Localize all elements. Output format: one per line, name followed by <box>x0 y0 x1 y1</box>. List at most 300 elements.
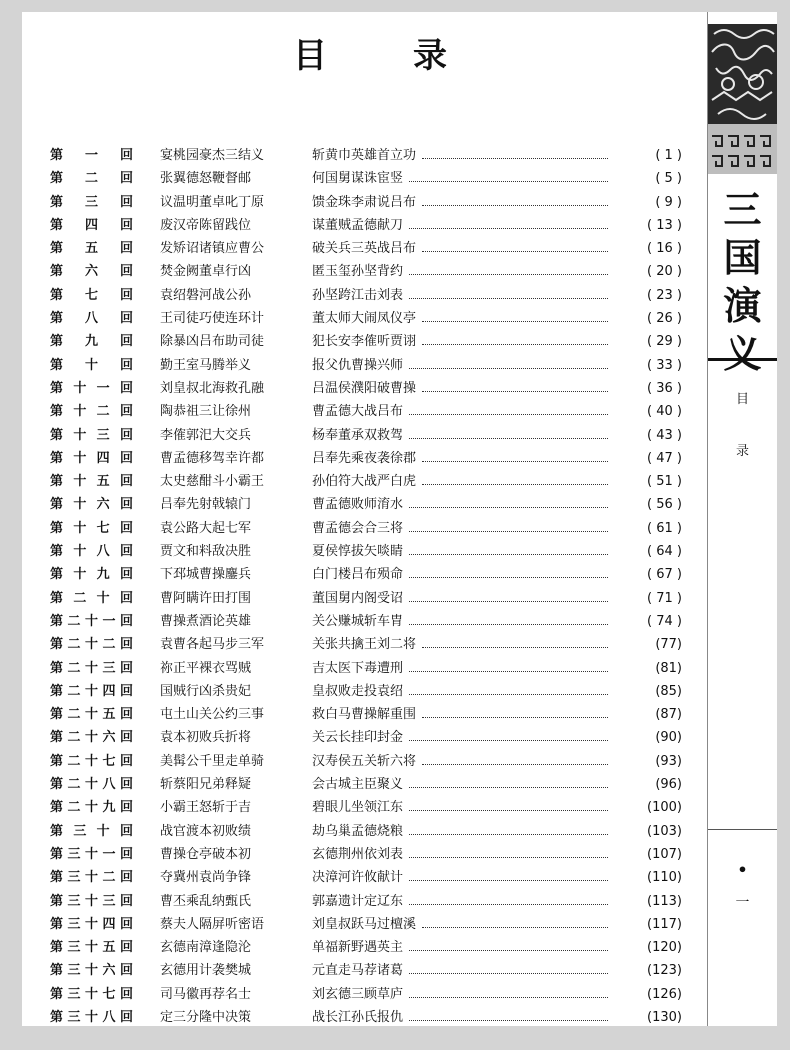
chapter-title-first-line: 玄德用计袭樊城 <box>160 963 252 979</box>
book-title-char: 演 <box>723 283 762 328</box>
chapter-number-char: 十 <box>73 544 87 560</box>
chapter-number-char: 回 <box>120 800 134 816</box>
chapter-number-char: 三 <box>67 870 81 886</box>
chapter-number-char: 二 <box>102 870 116 886</box>
chapter-number-char: 第 <box>50 241 64 257</box>
chapter-number <box>50 612 133 632</box>
chapter-number-char: 第 <box>50 707 64 723</box>
dot-leader <box>422 717 608 718</box>
dot-leader <box>422 391 608 392</box>
chapter-number-char: 十 <box>73 497 87 513</box>
chapter-number-char: 十 <box>85 660 99 676</box>
chapter-number-char: 八 <box>102 1009 116 1025</box>
chapter-number-char: 六 <box>85 264 99 280</box>
chapter-number-char: 五 <box>85 241 99 257</box>
page-ref: (90) <box>655 730 682 746</box>
chapter-number-char: 二 <box>85 171 99 187</box>
chapter-number-char: 回 <box>120 893 134 909</box>
dot-leader <box>409 507 608 508</box>
toc-row <box>50 542 682 565</box>
toc-row <box>50 752 682 775</box>
chapter-title-second-line: 破关兵三英战吕布 <box>312 241 417 257</box>
book-title-char: 义 <box>723 331 762 376</box>
chapter-number-char: 第 <box>50 520 64 536</box>
dot-leader <box>422 764 608 765</box>
dot-leader <box>409 274 608 275</box>
chapter-title-second-line: 救白马曹操解重围 <box>312 707 417 723</box>
chapter-number-char: 十 <box>73 427 87 443</box>
toc-row <box>50 193 682 216</box>
chapter-number-char: 十 <box>85 916 99 932</box>
toc-row <box>50 798 682 821</box>
chapter-number-char: 第 <box>50 404 64 420</box>
chapter-number-char: 二 <box>67 637 81 653</box>
chapter-number-char: 回 <box>120 357 134 373</box>
chapter-number-char: 七 <box>96 520 110 536</box>
chapter-title-first-line: 玄德南漳逢隐沦 <box>160 940 252 956</box>
section-label-char: 录 <box>735 444 749 459</box>
chapter-title-first-line: 发矫诏诸镇应曹公 <box>160 241 265 257</box>
toc-row <box>50 659 682 682</box>
chapter-title-second-line: 郭嘉遗计定辽东 <box>312 893 404 909</box>
toc-row <box>50 332 682 355</box>
chapter-number-char: 回 <box>120 683 134 699</box>
chapter-number-char: 三 <box>67 986 81 1002</box>
chapter-title-first-line: 曹操仓亭破本初 <box>160 846 252 862</box>
chapter-title-second-line: 关云长挂印封金 <box>312 730 404 746</box>
toc-row <box>50 309 682 332</box>
dot-leader <box>409 554 608 555</box>
chapter-number-char: 回 <box>120 241 134 257</box>
toc-row <box>50 146 682 169</box>
chapter-title-first-line: 张翼德怒鞭督邮 <box>160 171 252 187</box>
toc-row <box>50 239 682 262</box>
chapter-title-first-line: 李傕郭汜大交兵 <box>160 427 252 443</box>
dot-leader <box>409 601 608 602</box>
toc-row <box>50 402 682 425</box>
chapter-number-char: 三 <box>67 893 81 909</box>
chapter-number <box>50 309 133 329</box>
dot-leader <box>409 671 608 672</box>
chapter-number-char: 回 <box>119 380 133 396</box>
chapter-title-second-line: 孙坚跨江击刘表 <box>312 287 404 303</box>
chapter-number-char: 十 <box>85 707 99 723</box>
chapter-number <box>50 1008 133 1028</box>
page-ref: ( 67 ) <box>647 567 682 583</box>
toc-row <box>50 472 682 495</box>
chapter-title-first-line: 勤王室马腾举义 <box>160 357 252 373</box>
chapter-number-char: 回 <box>120 707 134 723</box>
toc-row <box>50 985 682 1008</box>
chapter-number-char: 回 <box>120 870 134 886</box>
dot-leader <box>422 484 608 485</box>
chapter-number-char: 第 <box>50 590 64 606</box>
chapter-number-char: 回 <box>120 777 134 793</box>
chapter-number-char: 十 <box>85 730 99 746</box>
chapter-title-first-line: 祢正平裸衣骂贼 <box>160 660 252 676</box>
chapter-number-char: 回 <box>119 450 133 466</box>
chapter-number-char: 一 <box>102 846 116 862</box>
chapter-number-char: 回 <box>119 567 133 583</box>
chapter-number-char: 十 <box>73 520 87 536</box>
chapter-title-first-line: 吕奉先射戟辕门 <box>160 497 252 513</box>
chapter-number-char: 九 <box>85 334 99 350</box>
chapter-number <box>50 868 133 888</box>
chapter-title-second-line: 劫乌巢孟德烧粮 <box>312 823 404 839</box>
chapter-number <box>50 402 133 422</box>
dot-leader <box>422 647 608 648</box>
chapter-number-char: 第 <box>50 893 64 909</box>
toc-row <box>50 216 682 239</box>
dot-leader <box>409 694 608 695</box>
chapter-title-first-line: 司马徽再荐名士 <box>160 986 252 1002</box>
chapter-number-char: 第 <box>50 148 64 163</box>
chapter-number-char: 回 <box>120 171 134 187</box>
chapter-title-second-line: 谋董贼孟德献刀 <box>312 217 404 233</box>
chapter-title-first-line: 夺冀州袁尚争锋 <box>160 870 252 886</box>
chapter-number-char: 第 <box>50 730 64 746</box>
chapter-number-char: 四 <box>85 217 99 233</box>
page-ref: ( 33 ) <box>647 357 682 373</box>
page-ref: ( 26 ) <box>647 311 682 327</box>
chapter-number-char: 十 <box>73 567 87 583</box>
chapter-number-char: 六 <box>102 963 116 979</box>
chapter-number <box>50 705 133 725</box>
chapter-number <box>50 822 133 842</box>
chapter-number-char: 三 <box>85 194 99 210</box>
chapter-number-char: 回 <box>120 287 134 303</box>
chapter-number <box>50 845 133 865</box>
chapter-number-char: 回 <box>119 404 133 420</box>
chapter-number-char: 第 <box>50 940 64 956</box>
page-ref: ( 43 ) <box>647 427 682 443</box>
chapter-number-char: 第 <box>50 171 64 187</box>
chapter-number-char: 第 <box>50 194 64 210</box>
page-ref: ( 9 ) <box>655 194 682 210</box>
chapter-title-second-line: 斩黄巾英雄首立功 <box>312 148 417 163</box>
chapter-number-char: 第 <box>50 963 64 979</box>
toc-row <box>50 705 682 728</box>
chapter-title-second-line: 犯长安李傕听贾诩 <box>312 334 417 350</box>
chapter-title-second-line: 碧眼儿坐领江东 <box>312 800 404 816</box>
dot-leader <box>409 1020 608 1021</box>
chapter-title-first-line: 袁本初败兵折将 <box>160 730 252 746</box>
chapter-title-first-line: 太史慈酣斗小霸王 <box>160 474 265 490</box>
chapter-number-char: 第 <box>50 916 64 932</box>
chapter-title-first-line: 美髯公千里走单骑 <box>160 753 265 769</box>
chapter-number-char: 二 <box>102 637 116 653</box>
chapter-title-first-line: 定三分隆中决策 <box>160 1009 252 1025</box>
chapter-number-char: 二 <box>73 590 87 606</box>
chapter-number-char: 回 <box>119 520 133 536</box>
dot-leader <box>422 461 608 462</box>
chapter-number-char: 第 <box>50 823 64 839</box>
chapter-number <box>50 286 133 306</box>
chapter-number-char: 十 <box>73 380 87 396</box>
chapter-number <box>50 332 133 352</box>
dot-leader <box>409 740 608 741</box>
chapter-number <box>50 752 133 772</box>
section-label-char: 目 <box>735 392 749 407</box>
chapter-number-char: 二 <box>67 707 81 723</box>
chapter-number-char: 二 <box>96 404 110 420</box>
chapter-title-first-line: 袁曹各起马步三军 <box>160 637 265 653</box>
chapter-number <box>50 146 133 166</box>
chapter-number-char: 回 <box>120 217 134 233</box>
dot-leader <box>409 228 608 229</box>
chapter-number-char: 一 <box>102 613 116 629</box>
chapter-title-second-line: 战长江孙氏报仇 <box>312 1009 404 1025</box>
toc-row <box>50 868 682 891</box>
chapter-number-char: 第 <box>50 311 64 327</box>
chapter-number <box>50 379 133 399</box>
chapter-title-second-line: 吉太医下毒遭刑 <box>312 660 404 676</box>
toc-row <box>50 775 682 798</box>
chapter-number-char: 回 <box>120 1009 134 1025</box>
chapter-number-char: 九 <box>96 567 110 583</box>
dot-leader <box>422 251 608 252</box>
dot-leader <box>409 414 608 415</box>
page-ref: (96) <box>655 777 682 793</box>
toc-row <box>50 169 682 192</box>
dot-leader <box>409 973 608 974</box>
dot-leader <box>409 904 608 905</box>
chapter-title-second-line: 杨奉董承双救驾 <box>312 427 404 443</box>
chapter-number <box>50 542 133 562</box>
chapter-number-char: 八 <box>96 544 110 560</box>
chapter-number-char: 二 <box>67 613 81 629</box>
chapter-number-char: 二 <box>67 683 81 699</box>
page-ref: ( 51 ) <box>647 474 682 490</box>
chapter-title-second-line: 汉寿侯五关斩六将 <box>312 753 417 769</box>
chapter-number-char: 第 <box>50 870 64 886</box>
chapter-number-char: 十 <box>73 404 87 420</box>
page-ref: ( 74 ) <box>647 613 682 629</box>
book-title-char: 三 <box>723 187 762 232</box>
dot-leader <box>409 834 608 835</box>
chapter-number <box>50 985 133 1005</box>
chapter-number <box>50 682 133 702</box>
page-ref: (123) <box>647 963 682 979</box>
toc-row <box>50 635 682 658</box>
chapter-number <box>50 239 133 259</box>
chapter-number-char: 一 <box>85 148 99 163</box>
chapter-number-char: 六 <box>96 497 110 513</box>
page-ref: (93) <box>655 753 682 769</box>
chapter-number-char: 回 <box>120 637 134 653</box>
page-ref: ( 36 ) <box>647 380 682 396</box>
chapter-title-first-line: 废汉帝陈留践位 <box>160 217 252 233</box>
chapter-number-char: 回 <box>119 544 133 560</box>
chapter-number-char: 回 <box>120 916 134 932</box>
page-ref: ( 47 ) <box>647 450 682 466</box>
chapter-title-first-line: 王司徒巧使连环计 <box>160 311 265 327</box>
chapter-title-first-line: 屯土山关公约三事 <box>160 707 265 723</box>
chapter-title-second-line: 会古城主臣聚义 <box>312 777 404 793</box>
chapter-number <box>50 961 133 981</box>
toc-row <box>50 822 682 845</box>
dot-leader <box>409 298 608 299</box>
chapter-title-first-line: 下邳城曹操鏖兵 <box>160 567 252 583</box>
chapter-title-second-line: 夏侯惇拔矢啖睛 <box>312 544 404 560</box>
chapter-number <box>50 589 133 609</box>
chapter-number-char: 十 <box>85 800 99 816</box>
page-ref: (110) <box>647 870 682 886</box>
chapter-number-char: 五 <box>96 474 110 490</box>
chapter-number <box>50 892 133 912</box>
chapter-number-char: 十 <box>85 613 99 629</box>
chapter-number-char: 三 <box>73 823 87 839</box>
toc-row <box>50 961 682 984</box>
chapter-number-char: 四 <box>102 916 116 932</box>
chapter-number-char: 三 <box>67 916 81 932</box>
chapter-number <box>50 775 133 795</box>
dot-leader <box>409 368 608 369</box>
chapter-title-second-line: 单福新野遇英主 <box>312 940 404 956</box>
dot-leader <box>409 880 608 881</box>
chapter-number-char: 回 <box>120 986 134 1002</box>
chapter-number-char: 第 <box>50 357 64 373</box>
page-ref: (81) <box>655 660 682 676</box>
dot-leader <box>422 205 608 206</box>
chapter-number-char: 回 <box>120 753 134 769</box>
page-ref: (100) <box>647 800 682 816</box>
page-number: 一 <box>735 895 750 911</box>
dot-leader <box>422 344 608 345</box>
toc-row <box>50 379 682 402</box>
chapter-number-char: 第 <box>50 1009 64 1025</box>
page-ref: (107) <box>647 846 682 862</box>
chapter-number-char: 七 <box>102 753 116 769</box>
chapter-number-char: 二 <box>67 800 81 816</box>
chapter-number-char: 三 <box>67 1009 81 1025</box>
chapter-title-first-line: 宴桃园豪杰三结义 <box>160 148 265 163</box>
chapter-number-char: 回 <box>120 963 134 979</box>
chapter-number-char: 八 <box>102 777 116 793</box>
chapter-number-char: 第 <box>50 986 64 1002</box>
chapter-number-char: 第 <box>50 380 64 396</box>
page-ref: (113) <box>647 893 682 909</box>
chapter-number <box>50 635 133 655</box>
page-ref: ( 23 ) <box>647 287 682 303</box>
chapter-number <box>50 938 133 958</box>
chapter-number-char: 第 <box>50 637 64 653</box>
chapter-number-char: 十 <box>85 870 99 886</box>
page-ref: (130) <box>647 1009 682 1025</box>
title-char: 目 <box>293 36 327 76</box>
chapter-number-char: 第 <box>50 450 64 466</box>
toc-row <box>50 612 682 635</box>
chapter-title-second-line: 曹孟德败师淯水 <box>312 497 404 513</box>
toc-row <box>50 915 682 938</box>
dot-leader <box>409 950 608 951</box>
toc-row <box>50 845 682 868</box>
dot-leader <box>409 181 608 182</box>
chapter-title-second-line: 关张共擒王刘二将 <box>312 637 417 653</box>
chapter-number-char: 十 <box>73 450 87 466</box>
toc-row <box>50 449 682 472</box>
chapter-number-char: 回 <box>120 940 134 956</box>
chapter-number-char: 七 <box>102 986 116 1002</box>
chapter-number-char: 第 <box>50 334 64 350</box>
chapter-number-char: 三 <box>102 660 116 676</box>
chapter-number-char: 回 <box>119 474 133 490</box>
chapter-number-char: 三 <box>67 940 81 956</box>
dot-leader <box>422 321 608 322</box>
chapter-title-second-line: 曹孟德大战吕布 <box>312 404 404 420</box>
sidebar-divider <box>708 829 777 830</box>
chapter-number <box>50 565 133 585</box>
chapter-title-first-line: 曹丕乘乱纳甄氏 <box>160 893 252 909</box>
chapter-number-char: 回 <box>120 846 134 862</box>
chapter-number <box>50 262 133 282</box>
chapter-number <box>50 169 133 189</box>
chapter-number-char: 第 <box>50 660 64 676</box>
toc-row <box>50 892 682 915</box>
chapter-number-char: 第 <box>50 777 64 793</box>
chapter-title-second-line: 元直走马荐诸葛 <box>312 963 404 979</box>
toc-row <box>50 682 682 705</box>
page-ref: (117) <box>647 916 682 932</box>
chapter-number-char: 第 <box>50 683 64 699</box>
page-ref: (103) <box>647 823 682 839</box>
chapter-title-second-line: 决漳河许攸献计 <box>312 870 404 886</box>
chapter-title-second-line: 匿玉玺孙坚背约 <box>312 264 404 280</box>
chapter-number-char: 回 <box>119 497 133 513</box>
chapter-number <box>50 356 133 376</box>
chapter-number-char: 回 <box>120 264 134 280</box>
chapter-number-char: 十 <box>85 1009 99 1025</box>
chapter-number-char: 八 <box>85 311 99 327</box>
chapter-title-second-line: 曹孟德会合三将 <box>312 520 404 536</box>
page-ref: ( 1 ) <box>655 148 682 163</box>
toc-row <box>50 938 682 961</box>
chapter-number <box>50 216 133 236</box>
chapter-number-char: 回 <box>119 823 133 839</box>
chapter-number-char: 第 <box>50 287 64 303</box>
chapter-number <box>50 193 133 213</box>
chapter-number-char: 一 <box>96 380 110 396</box>
chapter-title-first-line: 议温明董卓叱丁原 <box>160 194 265 210</box>
chapter-number-char: 回 <box>120 148 134 163</box>
table-of-contents <box>50 146 682 1031</box>
chapter-title-second-line: 刘皇叔跃马过檀溪 <box>312 916 417 932</box>
chapter-title-first-line: 焚金阙董卓行凶 <box>160 264 252 280</box>
chapter-number-char: 五 <box>102 707 116 723</box>
chapter-number-char: 三 <box>67 963 81 979</box>
title-char: 录 <box>413 36 447 76</box>
chapter-number-char: 第 <box>50 474 64 490</box>
chapter-number-char: 第 <box>50 846 64 862</box>
chapter-number-char: 十 <box>96 823 110 839</box>
page-ref: (126) <box>647 986 682 1002</box>
chapter-number-char: 四 <box>102 683 116 699</box>
chapter-number-char: 二 <box>67 777 81 793</box>
chapter-title-second-line: 关公赚城斩车胄 <box>312 613 404 629</box>
book-title-char: 国 <box>723 235 762 280</box>
dot-leader <box>409 438 608 439</box>
dot-leader <box>409 531 608 532</box>
dot-leader <box>409 787 608 788</box>
chapter-number-char: 六 <box>102 730 116 746</box>
chapter-number <box>50 472 133 492</box>
chapter-number-char: 第 <box>50 427 64 443</box>
chapter-number <box>50 728 133 748</box>
page-ref: ( 64 ) <box>647 544 682 560</box>
decorative-pattern-icon <box>708 24 777 174</box>
chapter-number-char: 十 <box>85 753 99 769</box>
page-ref: ( 20 ) <box>647 264 682 280</box>
